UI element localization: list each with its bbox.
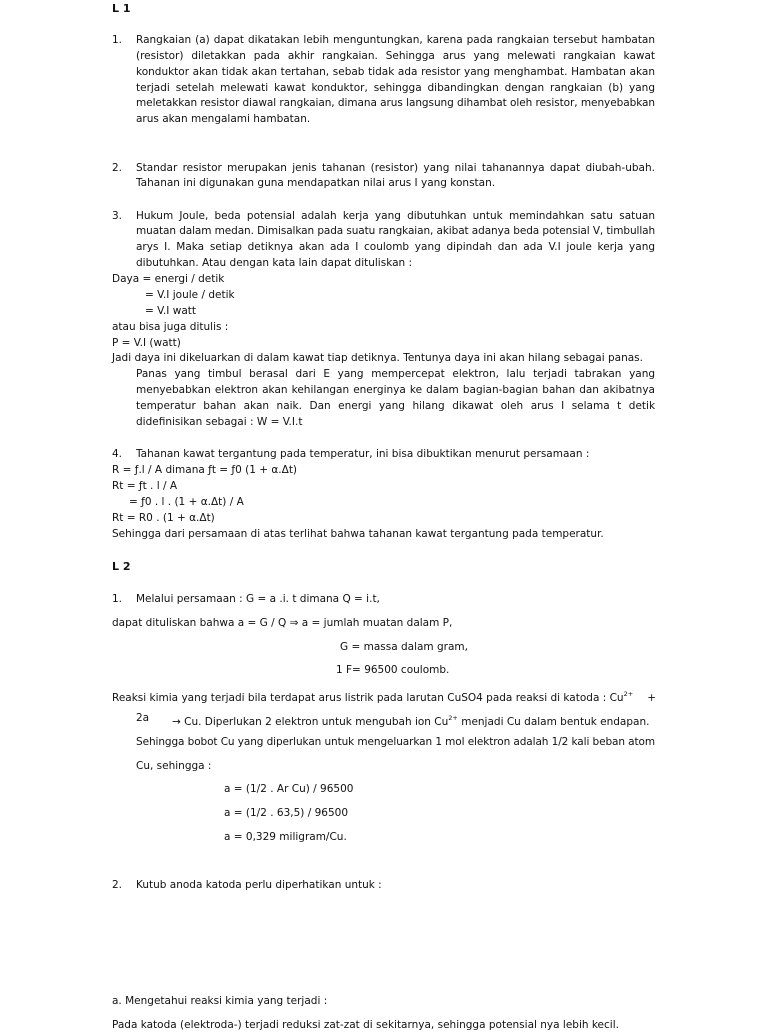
- paragraph-line: Cu, sehingga :: [136, 760, 212, 772]
- equation-line: a = 0,329 miligram/Cu.: [224, 831, 347, 843]
- paragraph-line-cut: Pada katoda (elektroda-) terjadi reduksi zat-zat di sekitarnya, sehingga potensial nya lebih kecil.: [112, 1019, 619, 1031]
- paragraph-line: (resistor) diletakkan pada akhir rangkaian. Sehingga arus yang melewati rangkaian kawat: [136, 50, 656, 62]
- equation-line: = ƒ0 . l . (1 + α.Δt) / A: [129, 496, 244, 508]
- equation-line: P = V.I (watt): [112, 337, 181, 349]
- equation-line: 1 F= 96500 coulomb.: [336, 664, 450, 676]
- list-number: 1.: [112, 34, 123, 46]
- paragraph-line: Standar resistor merupakan jenis tahanan (resistor) yang nilai tahanannya dapat diubah-ubah.: [136, 162, 655, 174]
- paragraph-line: 2a: [136, 712, 150, 724]
- paragraph-line: Panas yang timbul berasal dari E yang mempercepat elektron, lalu terjadi tabrakan yang: [136, 368, 656, 380]
- list-number: 1.: [112, 593, 123, 605]
- paragraph-line: menyebabkan elektron akan kehilangan energinya ke dalam bagian-bagian bahan dan akibatnya: [136, 384, 655, 396]
- equation-line: a = (1/2 . Ar Cu) / 96500: [224, 783, 354, 795]
- list-number: 2.: [112, 162, 123, 174]
- equation-line: R = ƒ.l / A dimana ƒt = ƒ0 (1 + α.Δt): [112, 464, 298, 476]
- paragraph-line: Kutub anoda katoda perlu diperhatikan untuk :: [136, 879, 382, 891]
- equation-line: G = massa dalam gram,: [340, 641, 468, 653]
- list-number: 2.: [112, 879, 123, 891]
- paragraph-line: temperatur bahan akan naik. Dan energi yang hilang dikawat oleh arus I selama t detik: [136, 400, 656, 412]
- paragraph-line: dapat dituliskan bahwa a = G / Q ⇒ a = jumlah muatan dalam P,: [112, 617, 453, 629]
- paragraph-line: arys I. Maka setiap detiknya akan ada I coulomb yang dipindah dan ada V.I joule kerja yang: [136, 241, 656, 253]
- equation-line: Daya = energi / detik: [112, 273, 225, 285]
- paragraph-line: konduktor akan tidak akan tertahan, sebab tidak ada resistor yang menghambat. Hambatan akan: [136, 66, 655, 78]
- paragraph-line: a. Mengetahui reaksi kimia yang terjadi :: [112, 995, 328, 1007]
- paragraph-line: Tahanan ini digunakan guna mendapatkan nilai arus I yang konstan.: [136, 177, 496, 189]
- equation-line: Rt = R0 . (1 + α.Δt): [112, 512, 215, 524]
- paragraph-line: terjadi setelah melewati kawat konduktor, sehingga dibandingkan dengan rangkaian (b) yang: [136, 82, 656, 94]
- plus-sign: +: [647, 692, 656, 704]
- paragraph-line: Jadi daya ini dikeluarkan di dalam kawat tiap detiknya. Tentunya daya ini akan hilang sebagai panas.: [112, 352, 643, 364]
- list-number: 4.: [112, 448, 123, 460]
- equation-line: = V.I watt: [145, 305, 196, 317]
- equation-line: Rt = ƒt . l / A: [112, 480, 178, 492]
- paragraph-line: atau bisa juga ditulis :: [112, 321, 229, 333]
- paragraph-line: muatan dalam medan. Dimisalkan pada suatu rangkaian, akibat adanya beda potensial V, timbullah: [136, 225, 656, 237]
- list-number: 3.: [112, 210, 123, 222]
- paragraph-line: Tahanan kawat tergantung pada temperatur, ini bisa dibuktikan menurut persamaan :: [136, 448, 590, 460]
- superscript: 2+: [448, 714, 458, 722]
- paragraph-line: dibutuhkan. Atau dengan kata lain dapat dituliskan :: [136, 257, 413, 269]
- paragraph-line: meletakkan resistor diawal rangkaian, dimana arus langsung dihambat oleh resistor, menyebabkan: [136, 97, 656, 109]
- paragraph-line: didefinisikan sebagai : W = V.I.t: [136, 416, 303, 428]
- paragraph-line: [172, 712, 649, 729]
- reaction-text: menjadi Cu dalam bentuk endapan.: [457, 716, 650, 728]
- paragraph-line: Sehingga bobot Cu yang diperlukan untuk mengeluarkan 1 mol elektron adalah 1/2 kali beban atom: [136, 736, 656, 748]
- superscript: 2+: [623, 690, 634, 698]
- paragraph-line: Hukum Joule, beda potensial adalah kerja yang dibutuhkan untuk memindahkan satu satuan: [136, 210, 656, 222]
- reaction-text: Reaksi kimia yang terjadi bila terdapat arus listrik pada larutan CuSO4 pada reaksi di katoda : Cu: [112, 692, 624, 704]
- paragraph-line: Melalui persamaan : G = a .i. t dimana Q = i.t,: [136, 593, 380, 605]
- paragraph-line: Sehingga dari persamaan di atas terlihat bahwa tahanan kawat tergantung pada temperatur.: [112, 528, 604, 540]
- reaction-text: → Cu. Diperlukan 2 elektron untuk mengubah ion Cu: [172, 716, 449, 728]
- section-heading-l1: L 1: [112, 2, 131, 15]
- paragraph-line: arus akan mengalami hambatan.: [136, 113, 311, 125]
- paragraph-line: Rangkaian (a) dapat dikatakan lebih menguntungkan, karena pada rangkaian tersebut hambatan: [136, 34, 656, 46]
- equation-line: = V.I joule / detik: [145, 289, 235, 301]
- paragraph-line: [112, 688, 656, 705]
- equation-line: a = (1/2 . 63,5) / 96500: [224, 807, 349, 819]
- section-heading-l2: L 2: [112, 560, 131, 573]
